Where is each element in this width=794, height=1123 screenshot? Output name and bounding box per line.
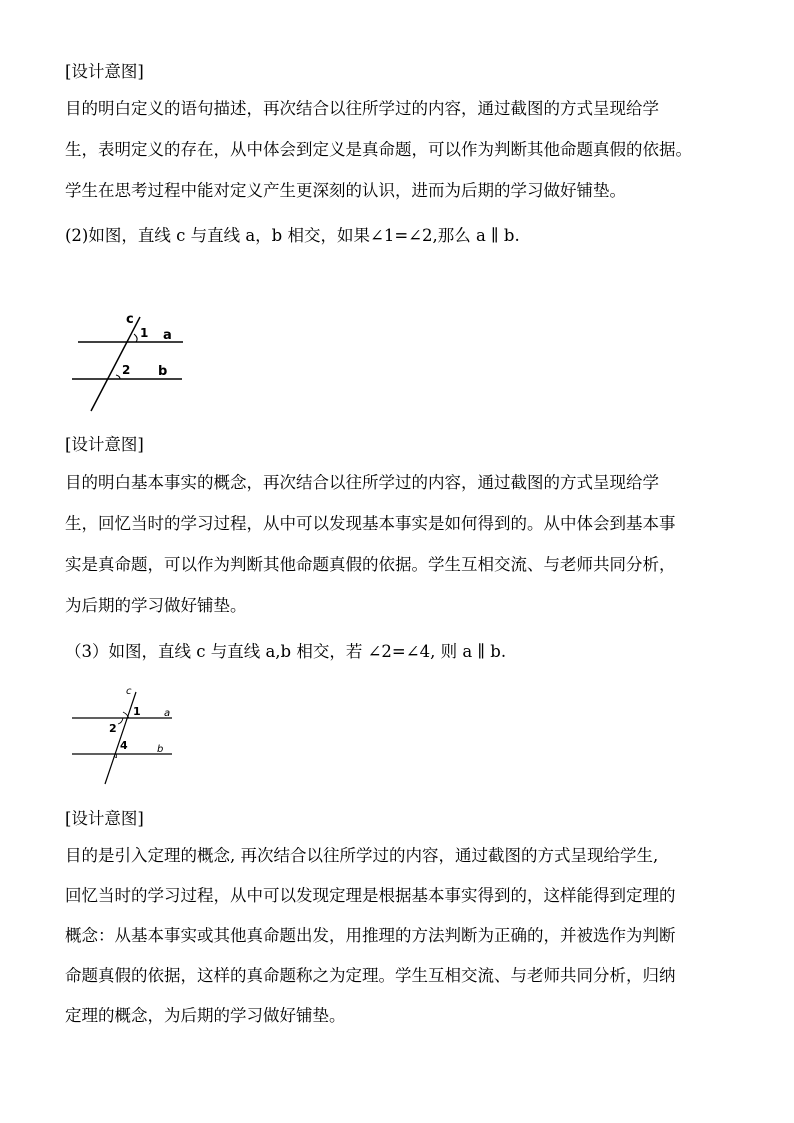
angle2-arc <box>118 718 123 724</box>
label-b: b <box>158 364 168 379</box>
problem2-statement: (2)如图，直线 c 与直线 a，b 相交，如果∠1=∠2,那么 a ∥ b. <box>65 226 520 245</box>
section3-paragraph <box>65 846 765 1046</box>
section2-line-1: 目的明白基本事实的概念，再次结合以往所学过的内容，通过截图的方式呈现给学 <box>65 473 659 492</box>
angle1-arc <box>134 334 137 342</box>
section2-heading: [设计意图] <box>65 435 144 454</box>
section3-line-2: 回忆当时的学习过程，从中可以发现定理是根据基本事实得到的，这样能得到定理的 <box>65 886 676 905</box>
label-c: c <box>126 312 134 327</box>
section1-paragraph <box>65 99 765 222</box>
label-angle1: 1 <box>140 326 149 340</box>
problem3-statement: （3）如图，直线 c 与直线 a,b 相交，若 ∠2=∠4, 则 a ∥ b. <box>65 642 507 661</box>
section2-line-3: 实是真命题，可以作为判断其他命题真假的依据。学生互相交流、与老师共同分析， <box>65 555 676 574</box>
section1-line-3: 学生在思考过程中能对定义产生更深刻的认识，进而为后期的学习做好铺垫。 <box>65 181 626 200</box>
line-c <box>91 317 140 411</box>
label-c: c <box>126 686 132 697</box>
label-b: b <box>157 744 164 755</box>
label-angle4: 4 <box>120 739 128 752</box>
label-angle1: 1 <box>133 705 141 718</box>
section3-heading: [设计意图] <box>65 809 144 828</box>
section2-paragraph <box>65 473 765 637</box>
line-c <box>105 692 136 784</box>
section1-line-2: 生，表明定义的存在，从中体会到定义是真命题，可以作为判断其他命题真假的依据。 <box>65 140 692 159</box>
section3-line-1: 目的是引入定理的概念, 再次结合以往所学过的内容，通过截图的方式呈现给学生, <box>65 846 659 865</box>
problem2-figure <box>60 305 200 420</box>
label-angle2: 2 <box>122 363 131 377</box>
section2-line-2: 生，回忆当时的学习过程，从中可以发现基本事实是如何得到的。从中体会到基本事 <box>65 514 676 533</box>
label-a: a <box>163 328 172 343</box>
section3-line-3: 概念：从基本事实或其他真命题出发，用推理的方法判断为正确的，并被选作为判断 <box>65 926 676 945</box>
label-a: a <box>164 708 171 719</box>
section1-line-1: 目的明白定义的语句描述，再次结合以往所学过的内容，通过截图的方式呈现给学 <box>65 99 659 118</box>
label-angle2: 2 <box>109 722 117 735</box>
section2-line-4: 为后期的学习做好铺垫。 <box>65 596 247 615</box>
section1-heading: [设计意图] <box>65 62 144 81</box>
problem3-figure <box>60 680 190 790</box>
section3-line-4: 命题真假的依据，这样的真命题称之为定理。学生互相交流、与老师共同分析，归纳 <box>65 966 676 985</box>
section3-line-5: 定理的概念，为后期的学习做好铺垫。 <box>65 1006 346 1025</box>
